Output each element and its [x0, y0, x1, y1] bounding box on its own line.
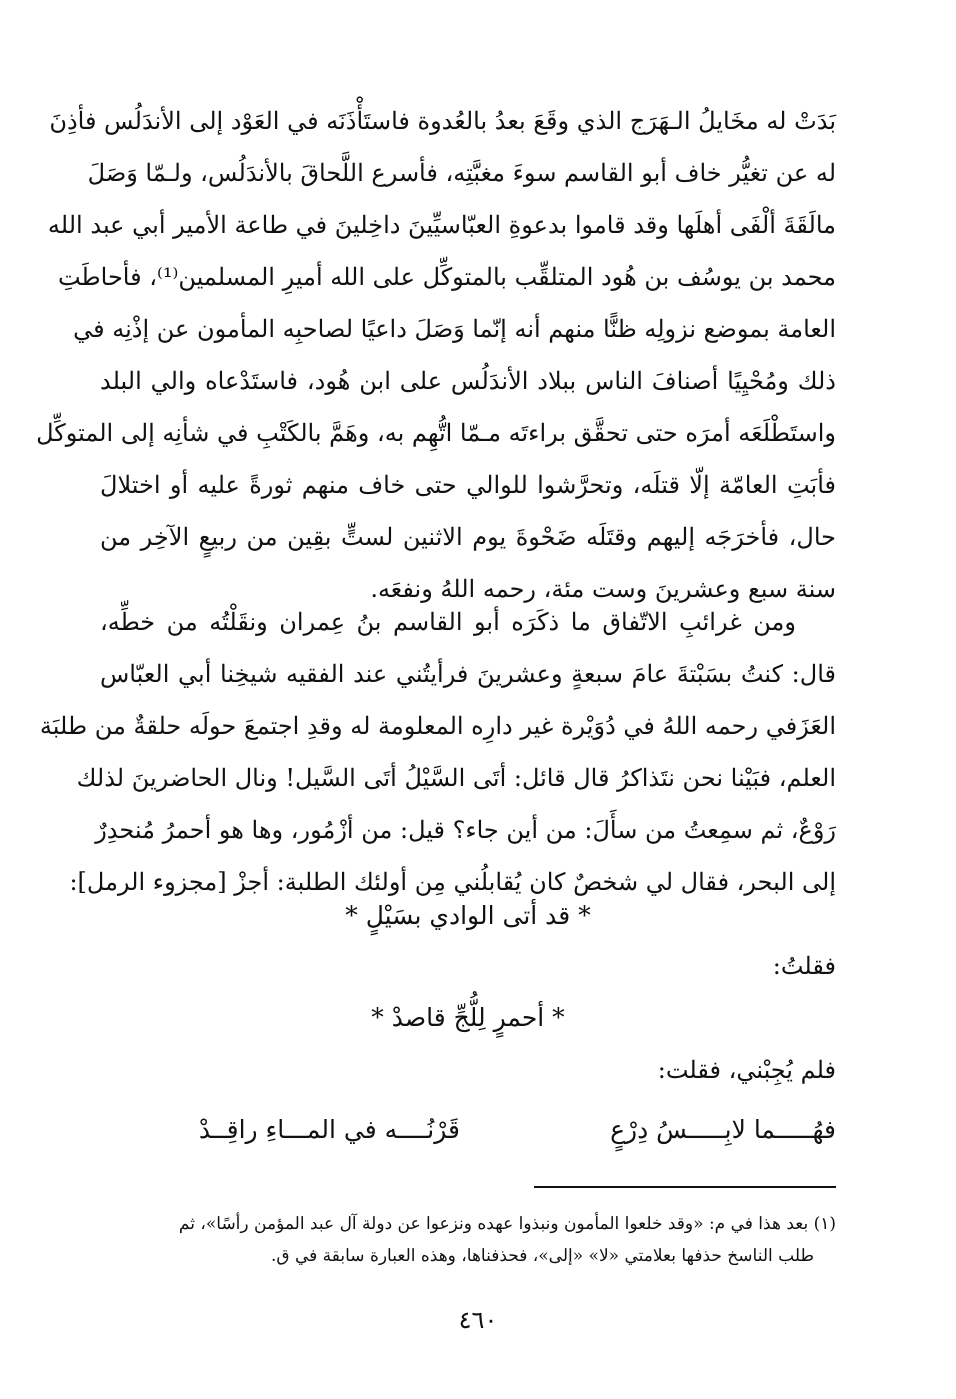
footnote-divider	[534, 1186, 836, 1188]
verse-line-2: * أحمرٍ لِلُّجِّ قاصدْ *	[371, 1003, 565, 1032]
text-line: قال: كنتُ بسَبْتةَ عامَ سبعةٍ وعشرينَ فرأيتُني عند الفقيه شيخِنا أبي العبّاس	[100, 660, 836, 688]
footnote-line: (١) بعد هذا في م: «وقد خلعوا المأمون ونبذوا عهده ونزعوا عن دولة آل عبد المؤمن رأسًا»، ثم	[178, 1214, 836, 1234]
text-line: بَدَتْ له مخَايلُ الـهَرَج الذي وقَعَ بعدُ بالعُدوة فاستَأْذَنَه في العَوْد إلى الأندَلُس فأذِنَ	[49, 107, 836, 135]
paragraph-2	[39, 596, 836, 908]
text-line: حال، فأخرَجَه إليهم وقتَلَه ضَحْوةَ يوم الاثنين لستٍّ بقِين من ربيعٍ الآخِر من	[100, 523, 836, 551]
text-line: العلم، فبَيْنا نحن نتَذاكرُ قال قائل: أتَى السَّيْلُ أتَى السَّيل! ونال الحاضرينَ لذلك	[76, 764, 836, 792]
verse-intro-1: فقلتُ:	[772, 952, 836, 980]
verse-line-1: * قد أتى الوادي بسَيْلٍ *	[345, 901, 591, 930]
hemistich-left: قَرْنُــــه في المـــاءِ راقِــدْ	[198, 1115, 460, 1144]
text-line: رَوْعٌ، ثم سمِعتُ من سأَلَ: من أين جاء؟ قيل: من أزْمُور، وها هو أحمرُ مُنحدِرٌ	[95, 816, 836, 844]
text-line: له عن تغيُّر خاف أبو القاسم سوءَ مغبَّتِه، فأسرع اللَّحاقَ بالأندَلُس، ولـمّا وَصَلَ	[87, 159, 836, 187]
text-line: العَزَفي رحمه اللهُ في دُوَيْرة غير دارِه المعلومة له وقدِ اجتمعَ حولَه حلقةٌ من طلبَة	[39, 712, 836, 740]
text-line: العامة بموضع نزولِه ظنًّا منهم أنه إنّما وَصَلَ داعيًا لصاحبِه المأمون عن إذْنِه في	[73, 315, 836, 343]
paragraph-1	[36, 95, 836, 615]
footnote-line: طلب الناسخ حذفها بعلامتي «لا» «إلى»، فحذفناها، وهذه العبارة سابقة في ق.	[270, 1246, 814, 1266]
footnote	[100, 1208, 836, 1272]
text-line: ومن غرائبِ الاتّفاق ما ذكَرَه أبو القاسم بنُ عِمران ونقَلْتُه من خطِّه،	[100, 608, 796, 636]
verse-intro-2: فلم يُجِبْني، فقلت:	[657, 1056, 836, 1084]
text-line: مالَقَةَ ألْفَى أهلَها وقد قاموا بدعوةِ العبّاسيِّينَ داخِلينَ في طاعة الأمير أبي عبد الله	[47, 211, 836, 239]
text-line: سنة سبع وعشرينَ وست مئة، رحمه اللهُ ونفعَه.	[370, 575, 836, 603]
text-line: واستَطْلَعَه أمرَه حتى تحقَّق براءتَه مـمّا اتُّهِم به، وهَمَّ بالكَتْبِ في شأنِه إلى المتوكِّل	[36, 419, 836, 447]
text-line: محمد بن يوسُف بن هُود المتلقِّب بالمتوكِّل على الله أميرِ المسلمين⁽¹⁾، فأحاطَتِ	[57, 263, 836, 291]
text-line: إلى البحر، فقال لي شخصٌ كان يُقابلُني مِن أولئك الطلبة: أجزْ [مجزوء الرمل]:	[69, 868, 836, 896]
text-line: ذلك ومُحْيِيًا أصنافَ الناس ببلاد الأندَلُس على ابن هُود، فاستَدْعاه والي البلد	[100, 367, 836, 395]
hemistich-right: فهُـــــما لابِـــــسُ دِرْعٍ	[610, 1115, 836, 1144]
page-number: ٤٦٠	[458, 1306, 498, 1334]
text-line: فأبَتِ العامّة إلّا قتلَه، وتحرَّشوا للوالي حتى خاف منهم ثورةً عليه أو اختلالَ	[100, 471, 836, 499]
